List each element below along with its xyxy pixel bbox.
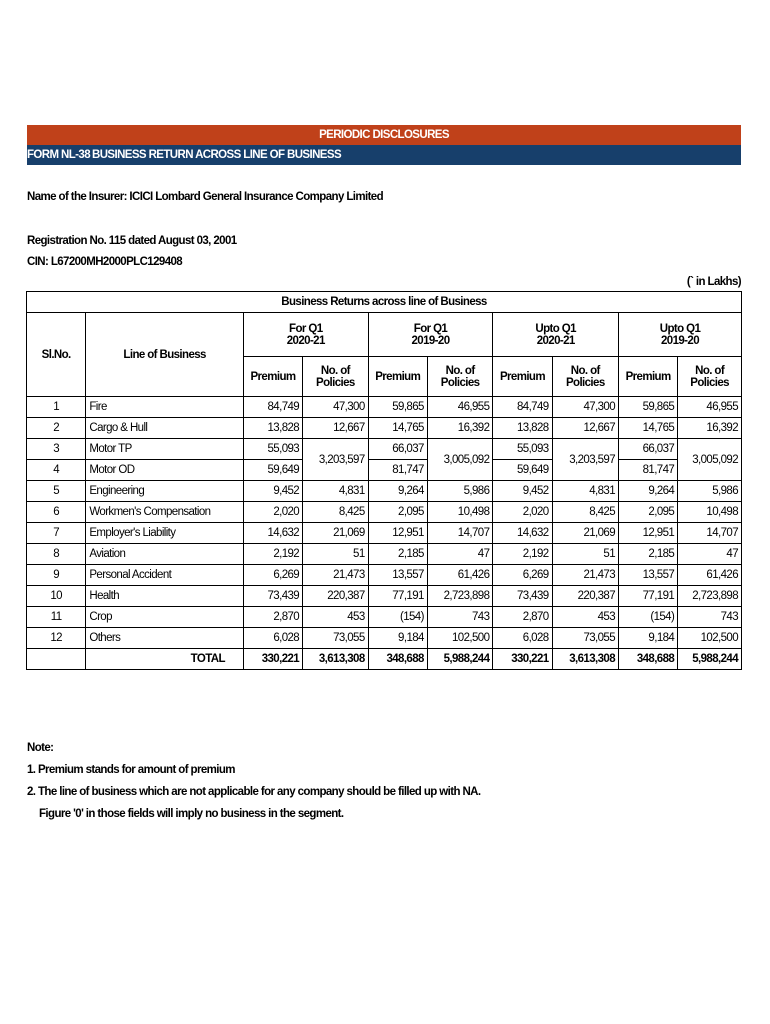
row-premium: 6,269 xyxy=(243,565,302,586)
total-premium: 348,688 xyxy=(619,649,678,670)
row-line-of-business: Others xyxy=(86,628,244,649)
units-label: (` in Lakhs) xyxy=(686,276,741,288)
table-row xyxy=(27,523,742,544)
total-policies: 5,988,244 xyxy=(427,649,493,670)
table-row xyxy=(27,544,742,565)
row-premium: 6,028 xyxy=(243,628,302,649)
row-policies: 46,955 xyxy=(678,397,742,418)
table-row xyxy=(27,586,742,607)
row-premium: 9,264 xyxy=(619,481,678,502)
row-premium: 13,557 xyxy=(619,565,678,586)
row-policies: 220,387 xyxy=(303,586,369,607)
row-policies: 10,498 xyxy=(427,502,493,523)
row-premium: 2,020 xyxy=(493,502,552,523)
row-slno: 6 xyxy=(27,502,86,523)
registration-number: Registration No. 115 dated August 03, 2001 xyxy=(27,235,237,247)
row-line-of-business: Aviation xyxy=(86,544,244,565)
row-policies: 12,667 xyxy=(303,418,369,439)
period-label: For Q1 xyxy=(289,322,323,335)
period-year: 2020-21 xyxy=(286,334,325,347)
row-slno: 3 xyxy=(27,439,86,460)
period-header-upto-q1-2020-21 xyxy=(493,313,619,357)
row-line-of-business: Health xyxy=(86,586,244,607)
row-premium: (154) xyxy=(368,607,427,628)
period-label: For Q1 xyxy=(413,322,448,335)
row-policies: 16,392 xyxy=(678,418,742,439)
row-policies: 16,392 xyxy=(427,418,493,439)
row-premium: 9,184 xyxy=(368,628,427,649)
row-premium: 59,649 xyxy=(493,460,552,481)
row-premium: 12,951 xyxy=(368,523,427,544)
row-premium: 2,870 xyxy=(243,607,302,628)
row-premium: 81,747 xyxy=(368,460,427,481)
row-premium: 13,557 xyxy=(368,565,427,586)
row-premium: 14,765 xyxy=(368,418,427,439)
row-line-of-business: Crop xyxy=(86,607,244,628)
row-slno: 2 xyxy=(27,418,86,439)
table-row xyxy=(27,460,742,481)
row-policies: 102,500 xyxy=(678,628,742,649)
row-policies: 46,955 xyxy=(427,397,493,418)
row-policies: 10,498 xyxy=(678,502,742,523)
row-slno: 12 xyxy=(27,628,86,649)
table-body xyxy=(27,397,742,670)
row-premium: 59,865 xyxy=(368,397,427,418)
total-policies: 3,613,308 xyxy=(303,649,369,670)
row-premium: 2,870 xyxy=(493,607,552,628)
row-premium: 9,184 xyxy=(619,628,678,649)
table-row xyxy=(27,502,742,523)
row-policies: 73,055 xyxy=(303,628,369,649)
row-premium: 6,269 xyxy=(493,565,552,586)
table-row xyxy=(27,481,742,502)
row-policies: 2,723,898 xyxy=(678,586,742,607)
notes-section xyxy=(27,737,480,825)
subheader-premium: Premium xyxy=(619,357,678,397)
total-premium: 330,221 xyxy=(493,649,552,670)
table-caption: Business Returns across line of Business xyxy=(27,292,742,313)
period-header-for-q1-2020-21 xyxy=(243,313,368,357)
row-policies: 21,473 xyxy=(552,565,618,586)
row-premium: 2,192 xyxy=(243,544,302,565)
row-slno: 5 xyxy=(27,481,86,502)
row-line-of-business: Employer's Liability xyxy=(86,523,244,544)
row-premium: 6,028 xyxy=(493,628,552,649)
row-slno: 4 xyxy=(27,460,86,481)
row-policies: 61,426 xyxy=(678,565,742,586)
form-title: BUSINESS RETURN ACROSS LINE OF BUSINESS xyxy=(92,149,342,161)
column-header-slno: Sl.No. xyxy=(27,313,86,397)
table-row xyxy=(27,418,742,439)
row-premium: 66,037 xyxy=(619,439,678,460)
row-premium: 55,093 xyxy=(493,439,552,460)
row-policies: 14,707 xyxy=(427,523,493,544)
subheader-premium: Premium xyxy=(368,357,427,397)
motor-combined-policies: 3,005,092 xyxy=(427,439,493,481)
row-line-of-business: Fire xyxy=(86,397,244,418)
row-line-of-business: Cargo & Hull xyxy=(86,418,244,439)
notes-heading: Note: xyxy=(27,742,54,754)
row-premium: 84,749 xyxy=(243,397,302,418)
row-policies: 14,707 xyxy=(678,523,742,544)
row-policies: 47 xyxy=(427,544,493,565)
row-slno: 1 xyxy=(27,397,86,418)
period-year: 2019-20 xyxy=(411,334,450,347)
row-premium: 9,452 xyxy=(493,481,552,502)
row-policies: 8,425 xyxy=(552,502,618,523)
row-line-of-business: Motor TP xyxy=(86,439,244,460)
table-row xyxy=(27,628,742,649)
form-number: FORM NL-38 xyxy=(27,149,91,161)
motor-combined-policies: 3,005,092 xyxy=(678,439,742,481)
period-year: 2019-20 xyxy=(661,334,700,347)
row-premium: 14,765 xyxy=(619,418,678,439)
row-premium: 14,632 xyxy=(243,523,302,544)
column-header-line-of-business: Line of Business xyxy=(86,313,244,397)
row-premium: 2,185 xyxy=(368,544,427,565)
row-line-of-business: Workmen's Compensation xyxy=(86,502,244,523)
row-policies: 743 xyxy=(427,607,493,628)
row-premium: 9,264 xyxy=(368,481,427,502)
row-policies: 51 xyxy=(552,544,618,565)
row-policies: 61,426 xyxy=(427,565,493,586)
subheader-policies: No. of Policies xyxy=(678,357,742,397)
table-row xyxy=(27,397,742,418)
row-slno: 10 xyxy=(27,586,86,607)
row-premium: 73,439 xyxy=(493,586,552,607)
row-premium: 77,191 xyxy=(619,586,678,607)
total-label: TOTAL xyxy=(86,649,244,670)
total-row xyxy=(27,649,742,670)
row-premium: 2,185 xyxy=(619,544,678,565)
motor-combined-policies: 3,203,597 xyxy=(303,439,369,481)
row-premium: 2,192 xyxy=(493,544,552,565)
subheader-policies: No. of Policies xyxy=(552,357,618,397)
row-premium: 81,747 xyxy=(619,460,678,481)
table-row xyxy=(27,439,742,460)
row-policies: 5,986 xyxy=(427,481,493,502)
row-policies: 8,425 xyxy=(303,502,369,523)
row-policies: 743 xyxy=(678,607,742,628)
total-policies: 5,988,244 xyxy=(678,649,742,670)
row-premium: 13,828 xyxy=(493,418,552,439)
row-slno: 11 xyxy=(27,607,86,628)
row-premium: (154) xyxy=(619,607,678,628)
subheader-policies: No. of Policies xyxy=(427,357,493,397)
note-2: 2. The line of business which are not applicable for any company should be filled up with NA. xyxy=(27,786,481,798)
period-label: Upto Q1 xyxy=(659,322,701,335)
row-premium: 55,093 xyxy=(243,439,302,460)
row-premium: 77,191 xyxy=(368,586,427,607)
period-year: 2020-21 xyxy=(536,334,575,347)
row-policies: 4,831 xyxy=(552,481,618,502)
form-header-bar xyxy=(27,145,741,165)
row-slno: 8 xyxy=(27,544,86,565)
row-line-of-business: Personal Accident xyxy=(86,565,244,586)
row-line-of-business: Motor OD xyxy=(86,460,244,481)
row-premium: 12,951 xyxy=(619,523,678,544)
row-line-of-business: Engineering xyxy=(86,481,244,502)
row-premium: 84,749 xyxy=(493,397,552,418)
cin-number: CIN: L67200MH2000PLC129408 xyxy=(27,256,183,268)
row-premium: 59,649 xyxy=(243,460,302,481)
period-header-upto-q1-2019-20 xyxy=(619,313,742,357)
row-policies: 220,387 xyxy=(552,586,618,607)
insurer-name: Name of the Insurer: ICICI Lombard General Insurance Company Limited xyxy=(27,191,384,203)
note-1: 1. Premium stands for amount of premium xyxy=(27,764,235,776)
period-header-for-q1-2019-20 xyxy=(368,313,493,357)
row-premium: 66,037 xyxy=(368,439,427,460)
row-policies: 4,831 xyxy=(303,481,369,502)
row-slno: 9 xyxy=(27,565,86,586)
period-label: Upto Q1 xyxy=(535,322,576,335)
row-premium: 2,095 xyxy=(619,502,678,523)
row-policies: 47,300 xyxy=(303,397,369,418)
row-policies: 453 xyxy=(552,607,618,628)
row-premium: 14,632 xyxy=(493,523,552,544)
row-premium: 73,439 xyxy=(243,586,302,607)
total-blank-cell xyxy=(27,649,86,670)
total-premium: 330,221 xyxy=(243,649,302,670)
row-policies: 21,069 xyxy=(303,523,369,544)
row-policies: 51 xyxy=(303,544,369,565)
motor-combined-policies: 3,203,597 xyxy=(552,439,618,481)
subheader-premium: Premium xyxy=(243,357,302,397)
row-policies: 102,500 xyxy=(427,628,493,649)
subheader-policies: No. of Policies xyxy=(303,357,369,397)
row-policies: 5,986 xyxy=(678,481,742,502)
row-premium: 2,020 xyxy=(243,502,302,523)
row-policies: 21,473 xyxy=(303,565,369,586)
table-row xyxy=(27,565,742,586)
business-returns-table xyxy=(26,291,742,670)
row-policies: 21,069 xyxy=(552,523,618,544)
row-premium: 2,095 xyxy=(368,502,427,523)
row-policies: 453 xyxy=(303,607,369,628)
total-policies: 3,613,308 xyxy=(552,649,618,670)
subheader-premium: Premium xyxy=(493,357,552,397)
row-policies: 47 xyxy=(678,544,742,565)
note-2-continued: Figure '0' in those fields will imply no business in the segment. xyxy=(39,808,344,820)
row-premium: 59,865 xyxy=(619,397,678,418)
row-policies: 2,723,898 xyxy=(427,586,493,607)
row-policies: 12,667 xyxy=(552,418,618,439)
row-premium: 9,452 xyxy=(243,481,302,502)
total-premium: 348,688 xyxy=(368,649,427,670)
row-policies: 47,300 xyxy=(552,397,618,418)
row-policies: 73,055 xyxy=(552,628,618,649)
row-slno: 7 xyxy=(27,523,86,544)
row-premium: 13,828 xyxy=(243,418,302,439)
periodic-disclosures-banner: PERIODIC DISCLOSURES xyxy=(27,125,741,145)
table-row xyxy=(27,607,742,628)
